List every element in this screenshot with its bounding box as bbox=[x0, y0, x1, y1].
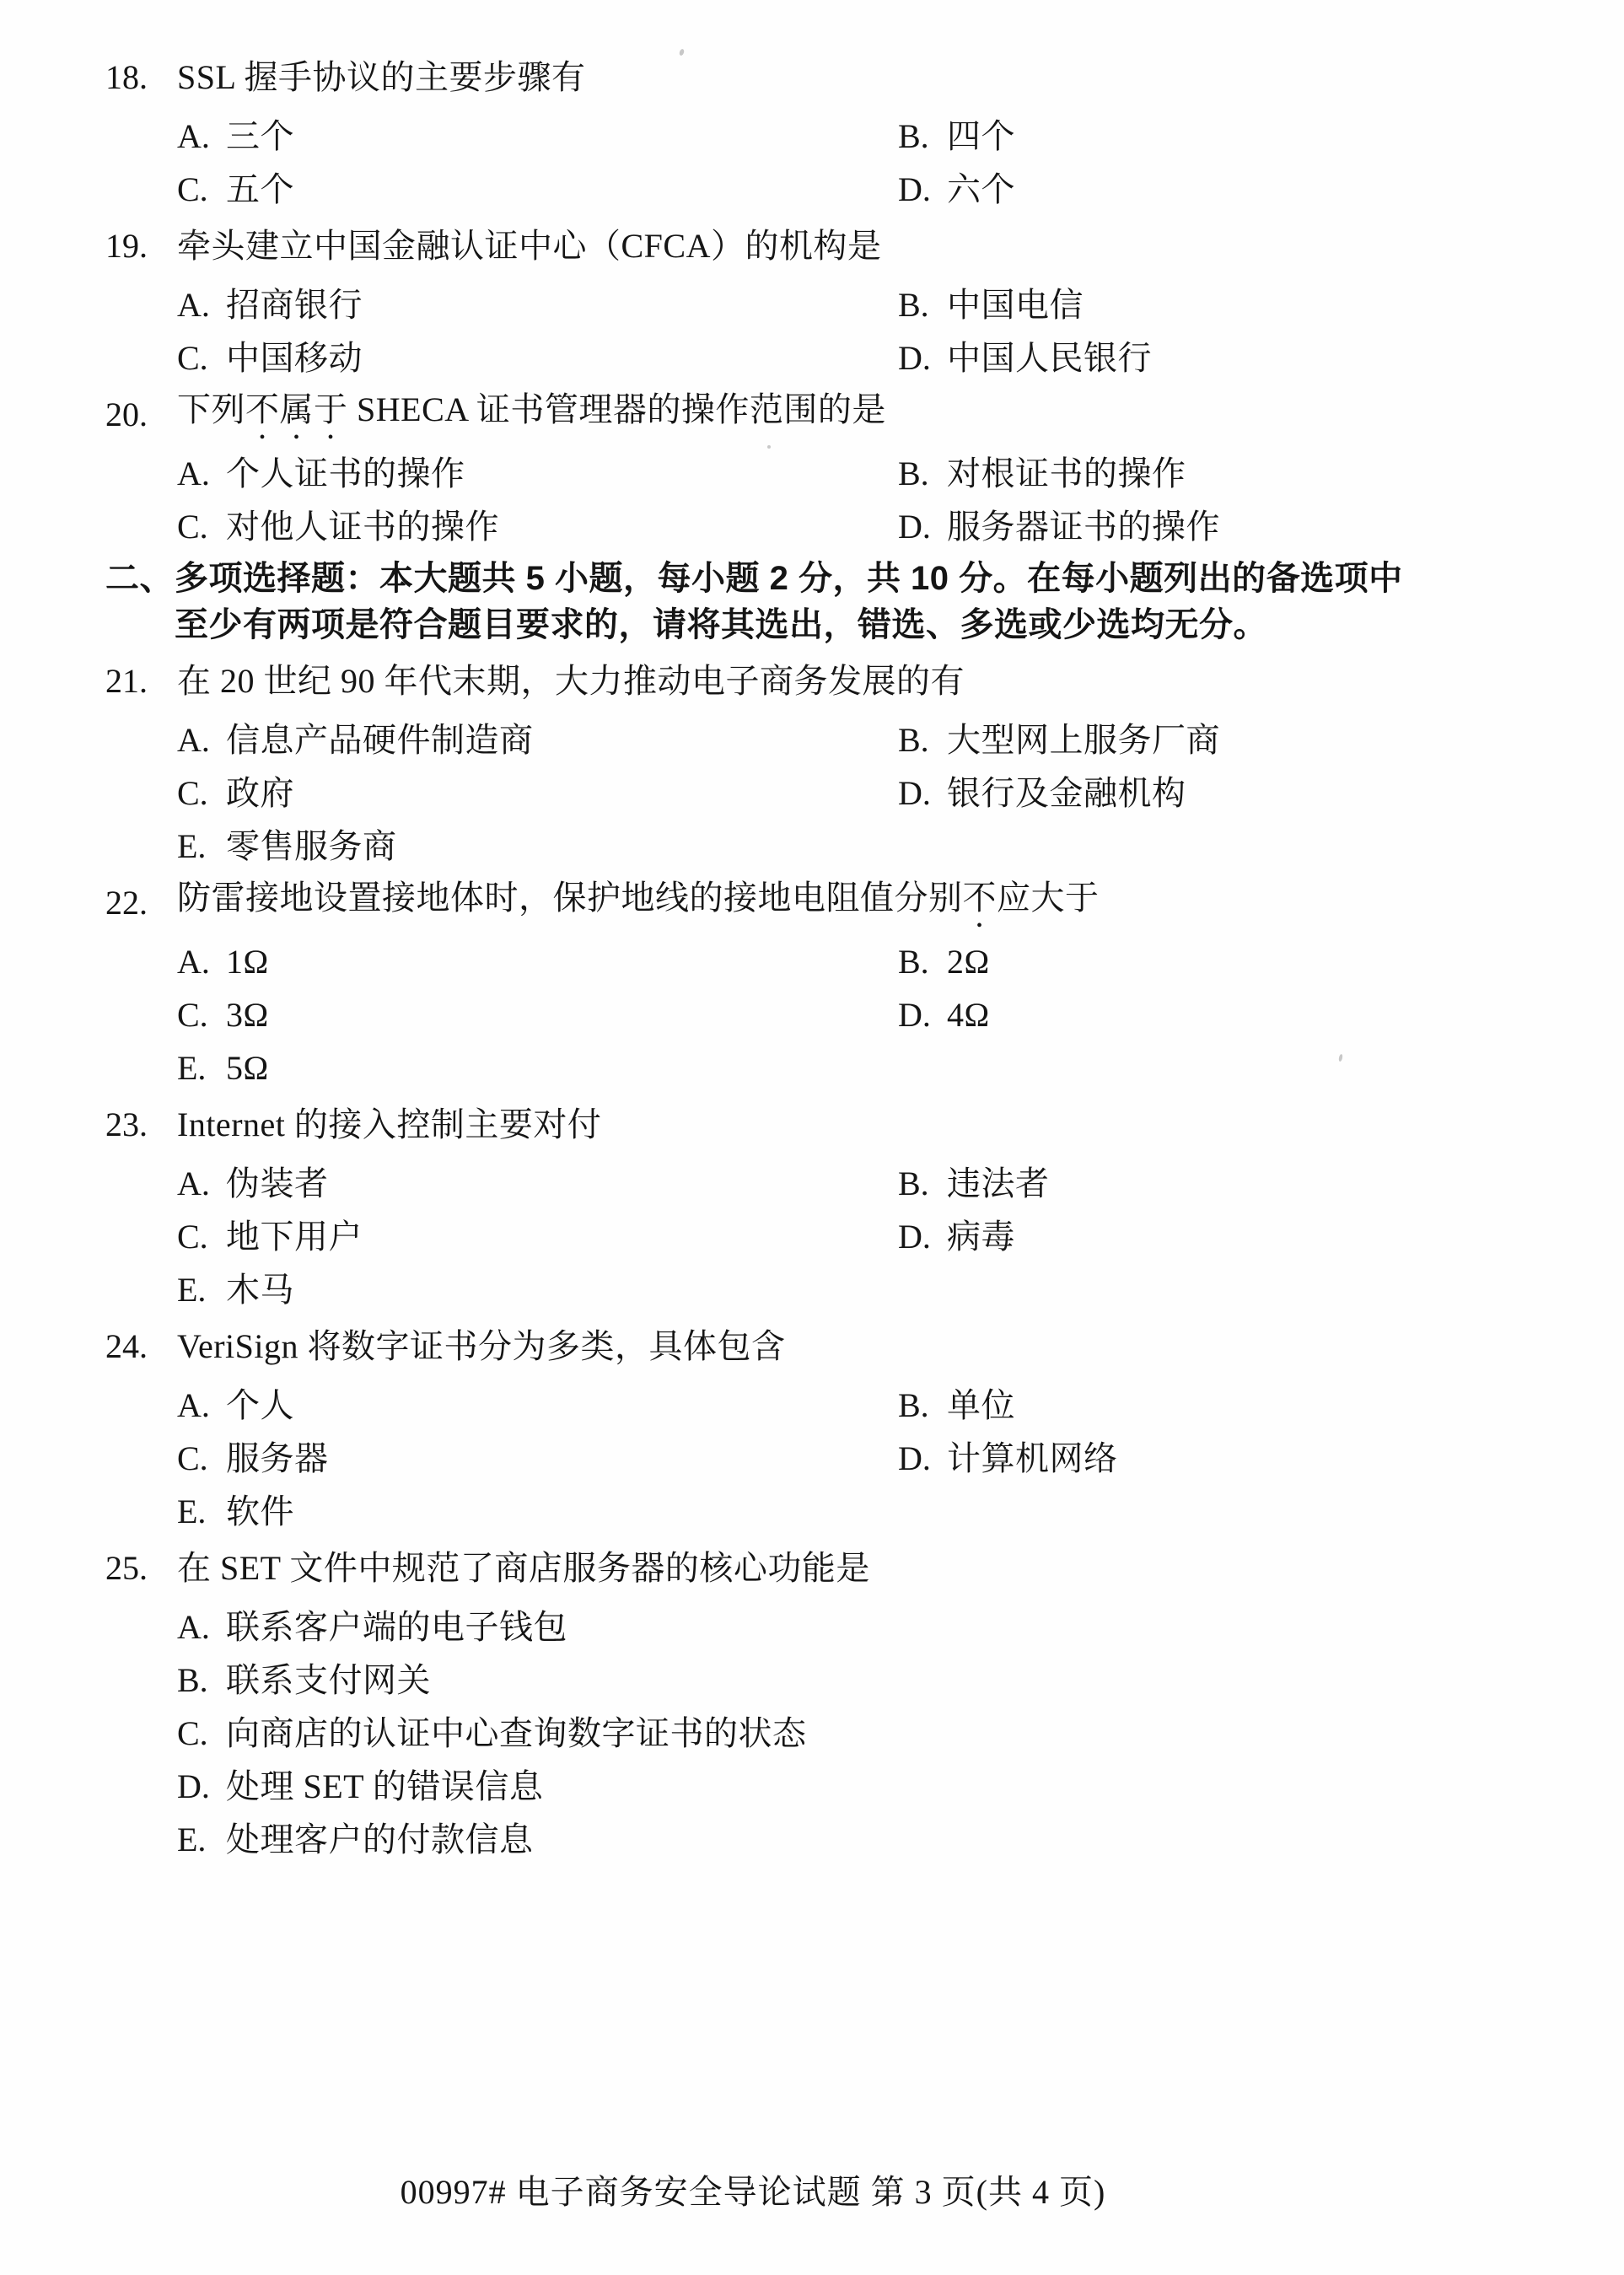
question-stem bbox=[177, 1099, 601, 1151]
option-label: B. bbox=[898, 942, 929, 981]
option-B bbox=[177, 1654, 1624, 1707]
option-B bbox=[898, 935, 1624, 988]
option-text: 中国电信 bbox=[947, 285, 1084, 324]
option-text: 零售服务商 bbox=[226, 826, 397, 865]
option-D bbox=[177, 1760, 1624, 1813]
question-stem bbox=[177, 220, 882, 272]
option-label: D. bbox=[177, 1767, 210, 1805]
stem-segment: 应大于 bbox=[997, 878, 1100, 917]
question-25 bbox=[0, 1540, 1624, 1866]
option-D bbox=[898, 1432, 1624, 1485]
question-stem-row bbox=[0, 874, 1624, 932]
option-label: D. bbox=[898, 1439, 931, 1477]
option-text: 病毒 bbox=[947, 1217, 1015, 1256]
question-stem bbox=[177, 1320, 786, 1373]
option-text: 中国移动 bbox=[226, 338, 363, 377]
option-label: A. bbox=[177, 1164, 210, 1202]
stem-segment: 下列 bbox=[177, 390, 245, 428]
option-label: D. bbox=[898, 338, 931, 377]
option-D bbox=[898, 1210, 1624, 1263]
option-label: B. bbox=[898, 454, 929, 492]
stem-segment: Internet 的接入控制主要对付 bbox=[177, 1105, 602, 1143]
option-text: 5Ω bbox=[226, 1048, 269, 1087]
options bbox=[0, 1379, 1624, 1538]
option-label: D. bbox=[898, 169, 931, 208]
question-number: 22. bbox=[105, 884, 148, 922]
option-label: C. bbox=[177, 169, 208, 208]
option-label: B. bbox=[898, 720, 929, 759]
question-stem bbox=[177, 51, 585, 104]
option-label: C. bbox=[177, 1439, 208, 1477]
stem-segment: VeriSign 将数字证书分为多类，具体包含 bbox=[177, 1327, 786, 1365]
option-C bbox=[177, 1707, 1624, 1760]
option-C bbox=[177, 1432, 898, 1485]
option-text: 向商店的认证中心查询数字证书的状态 bbox=[226, 1713, 807, 1752]
option-label: C. bbox=[177, 1217, 208, 1256]
option-text: 计算机网络 bbox=[947, 1439, 1118, 1477]
option-D bbox=[898, 163, 1624, 216]
question-20 bbox=[0, 386, 1624, 553]
option-text: 中国人民银行 bbox=[947, 338, 1152, 377]
question-stem bbox=[177, 872, 1100, 935]
stem-segment: SSL 握手协议的主要步骤有 bbox=[177, 58, 586, 96]
option-B bbox=[898, 110, 1624, 163]
question-number: 21. bbox=[105, 662, 148, 700]
question-stem-row bbox=[0, 1318, 1624, 1375]
section-number: 二、 bbox=[105, 560, 174, 597]
question-stem-row bbox=[0, 386, 1624, 444]
option-text: 服务器证书的操作 bbox=[947, 507, 1220, 546]
option-E bbox=[177, 1813, 1624, 1866]
option-label: D. bbox=[898, 507, 931, 546]
option-A bbox=[177, 278, 898, 331]
option-text: 六个 bbox=[947, 169, 1015, 208]
stem-segment: 牵头建立中国金融认证中心（CFCA）的机构是 bbox=[177, 227, 882, 265]
options bbox=[0, 935, 1624, 1094]
stem-segment: 在 20 世纪 90 年代末期，大力推动电子商务发展的有 bbox=[177, 662, 965, 700]
option-A bbox=[177, 1157, 898, 1210]
option-label: B. bbox=[898, 116, 929, 155]
option-text: 违法者 bbox=[947, 1164, 1050, 1202]
option-A bbox=[177, 935, 898, 988]
option-label: A. bbox=[177, 1385, 210, 1424]
option-D bbox=[898, 988, 1624, 1041]
option-label: A. bbox=[177, 720, 210, 759]
option-label: B. bbox=[898, 1385, 929, 1424]
option-C bbox=[177, 1210, 898, 1263]
option-C bbox=[177, 766, 898, 820]
option-label: A. bbox=[177, 454, 210, 492]
option-text: 软件 bbox=[226, 1492, 294, 1530]
option-text: 对根证书的操作 bbox=[947, 454, 1186, 492]
question-19 bbox=[0, 218, 1624, 385]
option-text: 对他人证书的操作 bbox=[226, 507, 499, 546]
question-22 bbox=[0, 874, 1624, 1094]
scan-artifact bbox=[767, 445, 771, 449]
question-stem bbox=[177, 655, 965, 707]
option-text: 1Ω bbox=[226, 942, 269, 981]
option-label: B. bbox=[898, 1164, 929, 1202]
option-C bbox=[177, 331, 898, 385]
options bbox=[0, 713, 1624, 873]
option-label: E. bbox=[177, 1820, 207, 1858]
option-label: D. bbox=[898, 995, 931, 1034]
option-text: 联系支付网关 bbox=[226, 1660, 431, 1699]
stem-segment: 不 bbox=[962, 878, 997, 917]
section-header bbox=[0, 556, 1624, 648]
option-E bbox=[177, 1263, 898, 1316]
stem-segment: 在 SET 文件中规范了商店服务器的核心功能是 bbox=[177, 1549, 870, 1587]
question-number: 19. bbox=[105, 227, 148, 265]
option-A bbox=[177, 713, 898, 766]
question-24 bbox=[0, 1318, 1624, 1538]
option-text: 个人 bbox=[226, 1385, 294, 1424]
page-footer bbox=[0, 2165, 1624, 2213]
option-text: 单位 bbox=[947, 1385, 1015, 1424]
option-A bbox=[177, 1379, 898, 1432]
option-label: E. bbox=[177, 1270, 207, 1309]
option-label: C. bbox=[177, 507, 208, 546]
option-E bbox=[177, 1041, 898, 1094]
option-label: D. bbox=[898, 1217, 931, 1256]
option-B bbox=[898, 713, 1624, 766]
option-B bbox=[898, 278, 1624, 331]
option-A bbox=[177, 1600, 1624, 1654]
option-text: 服务器 bbox=[226, 1439, 329, 1477]
option-text: 木马 bbox=[226, 1270, 294, 1309]
stem-segment: 不属于 bbox=[245, 390, 348, 428]
option-E bbox=[177, 820, 898, 873]
option-text: 大型网上服务厂商 bbox=[947, 720, 1220, 759]
option-label: C. bbox=[177, 338, 208, 377]
option-B bbox=[898, 1157, 1624, 1210]
stem-segment: SHECA 证书管理器的操作范围的是 bbox=[347, 390, 886, 428]
question-stem-row bbox=[0, 1096, 1624, 1154]
option-text: 政府 bbox=[226, 773, 294, 812]
option-text: 4Ω bbox=[947, 995, 990, 1034]
option-label: E. bbox=[177, 1048, 207, 1087]
option-label: A. bbox=[177, 942, 210, 981]
footer-text: 00997# 电子商务安全导论试题 第 3 页(共 4 页) bbox=[400, 2173, 1106, 2211]
question-23 bbox=[0, 1096, 1624, 1316]
question-number: 24. bbox=[105, 1327, 148, 1365]
option-label: B. bbox=[898, 285, 929, 324]
option-text: 处理 SET 的错误信息 bbox=[226, 1767, 544, 1805]
question-number: 23. bbox=[105, 1105, 148, 1143]
question-18 bbox=[0, 49, 1624, 216]
section-text-line: 至少有两项是符合题目要求的，请将其选出，错选、多选或少选均无分。 bbox=[175, 606, 1267, 643]
option-D bbox=[898, 766, 1624, 820]
question-number: 20. bbox=[105, 395, 148, 433]
question-number: 25. bbox=[105, 1549, 148, 1587]
options bbox=[0, 278, 1624, 385]
option-C bbox=[177, 988, 898, 1041]
option-label: D. bbox=[898, 773, 931, 812]
option-text: 四个 bbox=[947, 116, 1015, 155]
option-text: 银行及金融机构 bbox=[947, 773, 1186, 812]
question-21 bbox=[0, 653, 1624, 873]
option-text: 地下用户 bbox=[226, 1217, 363, 1256]
option-C bbox=[177, 500, 898, 553]
option-B bbox=[898, 447, 1624, 500]
option-B bbox=[898, 1379, 1624, 1432]
question-stem-row bbox=[0, 49, 1624, 106]
option-text: 3Ω bbox=[226, 995, 269, 1034]
option-label: E. bbox=[177, 1492, 207, 1530]
option-text: 处理客户的付款信息 bbox=[226, 1820, 534, 1858]
question-stem-row bbox=[0, 218, 1624, 275]
option-text: 三个 bbox=[226, 116, 294, 155]
section-text-line: 多项选择题：本大题共 5 小题，每小题 2 分，共 10 分。在每小题列出的备选项中 bbox=[175, 560, 1403, 597]
option-text: 2Ω bbox=[947, 942, 990, 981]
option-text: 信息产品硬件制造商 bbox=[226, 720, 534, 759]
option-D bbox=[898, 331, 1624, 385]
option-E bbox=[177, 1485, 898, 1538]
option-text: 联系客户端的电子钱包 bbox=[226, 1607, 567, 1646]
option-text: 五个 bbox=[226, 169, 294, 208]
question-stem bbox=[177, 384, 886, 447]
option-label: C. bbox=[177, 1713, 208, 1752]
question-stem-row bbox=[0, 1540, 1624, 1597]
option-text: 个人证书的操作 bbox=[226, 454, 465, 492]
option-D bbox=[898, 500, 1624, 553]
options bbox=[0, 1600, 1624, 1866]
option-label: A. bbox=[177, 285, 210, 324]
options bbox=[0, 110, 1624, 216]
option-label: A. bbox=[177, 1607, 210, 1646]
options bbox=[0, 1157, 1624, 1316]
option-A bbox=[177, 110, 898, 163]
option-label: C. bbox=[177, 995, 208, 1034]
options bbox=[0, 447, 1624, 553]
option-text: 伪装者 bbox=[226, 1164, 329, 1202]
section-text bbox=[175, 556, 1403, 648]
option-label: E. bbox=[177, 826, 207, 865]
question-stem-row bbox=[0, 653, 1624, 710]
option-label: C. bbox=[177, 773, 208, 812]
option-A bbox=[177, 447, 898, 500]
question-number: 18. bbox=[105, 58, 148, 96]
option-label: B. bbox=[177, 1660, 208, 1699]
question-stem bbox=[177, 1542, 870, 1595]
option-text: 招商银行 bbox=[226, 285, 363, 324]
option-label: A. bbox=[177, 116, 210, 155]
stem-segment: 防雷接地设置接地体时，保护地线的接地电阻值分别 bbox=[177, 878, 963, 917]
option-C bbox=[177, 163, 898, 216]
